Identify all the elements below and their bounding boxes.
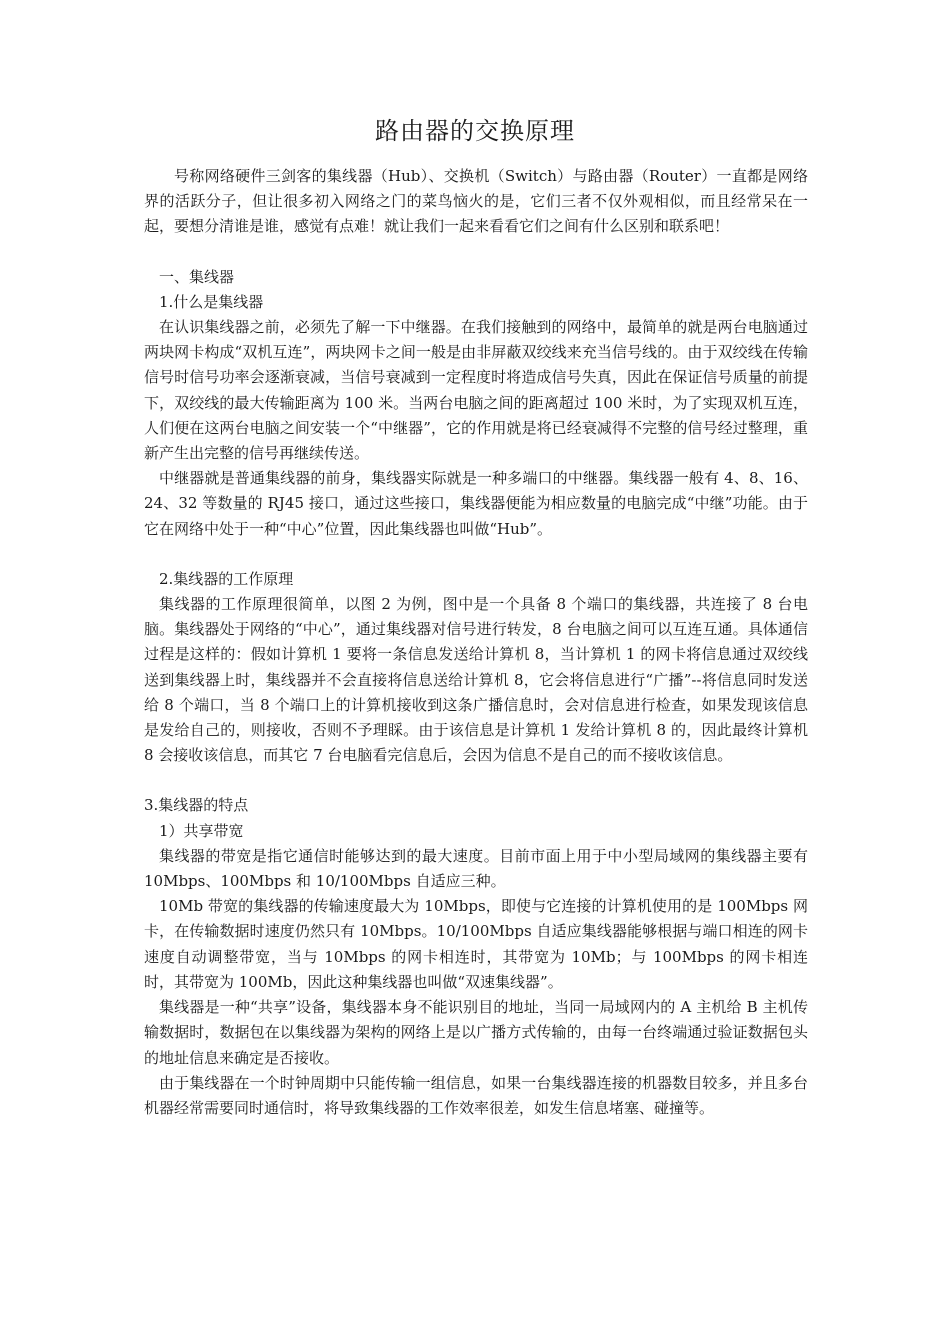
- body-paragraph: 中继器就是普通集线器的前身，集线器实际就是一种多端口的中继器。集线器一般有 4、8、16、24、32 等数量的 RJ45 接口，通过这些接口，集线器便能为相应数量的电脑完成“中继”功能。由于它在网络中处于一种“中心”位置，因此集线器也叫做“Hub”。: [144, 469, 808, 538]
- section-heading: 一、集线器: [159, 267, 235, 286]
- body-paragraph: 10Mb 带宽的集线器的传输速度最大为 10Mbps，即使与它连接的计算机使用的是 100Mbps 网卡，在传输数据时速度仍然只有 10Mbps。10/100Mbps 自适应集线器能够根据与端口相连的网卡速度自动调整带宽，当与 10Mbps 的网卡相连时，其带宽为 10Mb；与 100Mbps 的网卡相连时，其带宽为 100Mb，因此这种集线器也叫做“双速集线器”。: [144, 897, 808, 991]
- body-paragraph: 由于集线器在一个时钟周期中只能传输一组信息，如果一台集线器连接的机器数目较多，并且多台机器经常需要同时通信时，将导致集线器的工作效率很差，如发生信息堵塞、碰撞等。: [144, 1073, 808, 1117]
- sub-subsection-heading: 1）共享带宽: [159, 821, 244, 840]
- spacer: [144, 768, 808, 793]
- subsection-heading: 3.集线器的特点: [144, 796, 249, 815]
- body-paragraph: 集线器的工作原理很简单，以图 2 为例，图中是一个具备 8 个端口的集线器，共连接了 8 台电脑。集线器处于网络的“中心”，通过集线器对信号进行转发，8 台电脑之间可以互连互通。具体通信过程是这样的：假如计算机 1 要将一条信息发送给计算机 8，当计算机 1 的网卡将信息通过双绞线送到集线器上时，集线器并不会直接将信息送给计算机 8，它会将信息进行“广播”--将信息同时发送给 8 个端口，当 8 个端口上的计算机接收到这条广播信息时，会对信息进行检查，如果发现该信息是发给自己的，则接收，否则不予理睬。由于该信息是计算机 1 发给计算机 8 的，因此最终计算机 8 会接收该信息，而其它 7 台电脑看完信息后，会因为信息不是自己的而不接收该信息。: [144, 595, 808, 765]
- body-paragraph: 在认识集线器之前，必须先了解一下中继器。在我们接触到的网络中，最简单的就是两台电脑通过两块网卡构成“双机互连”，两块网卡之间一般是由非屏蔽双绞线来充当信号线的。由于双绞线在传输信号时信号功率会逐渐衰减，当信号衰减到一定程度时将造成信号失真，因此在保证信号质量的前提下，双绞线的最大传输距离为 100 米。当两台电脑之间的距离超过 100 米时，为了实现双机互连，人们便在这两台电脑之间安装一个“中继器”，它的作用就是将已经衰减得不完整的信号经过整理，重新产生出完整的信号再继续传送。: [144, 318, 808, 463]
- document-title: 路由器的交换原理: [375, 117, 575, 145]
- body-paragraph: 集线器的带宽是指它通信时能够达到的最大速度。目前市面上用于中小型局域网的集线器主要有 10Mbps、100Mbps 和 10/100Mbps 自适应三种。: [144, 846, 808, 891]
- intro-paragraph: 号称网络硬件三剑客的集线器（Hub）、交换机（Switch）与路由器（Router）一直都是网络界的活跃分子，但让很多初入网络之门的菜鸟恼火的是，它们三者不仅外观相似，而且经常呆在一起，要想分清谁是谁，感觉有点难！就让我们一起来看看它们之间有什么区别和联系吧！: [144, 167, 808, 236]
- subsection-heading: 2.集线器的工作原理: [159, 569, 294, 588]
- body-paragraph: 集线器是一种“共享”设备，集线器本身不能识别目的地址，当同一局域网内的 A 主机给 B 主机传输数据时，数据包在以集线器为架构的网络上是以广播方式传输的，由每一台终端通过验证数据包头的地址信息来确定是否接收。: [144, 998, 808, 1067]
- subsection-heading: 1.什么是集线器: [159, 292, 264, 311]
- document-body: [144, 164, 808, 1121]
- spacer: [144, 240, 808, 265]
- spacer: [144, 542, 808, 567]
